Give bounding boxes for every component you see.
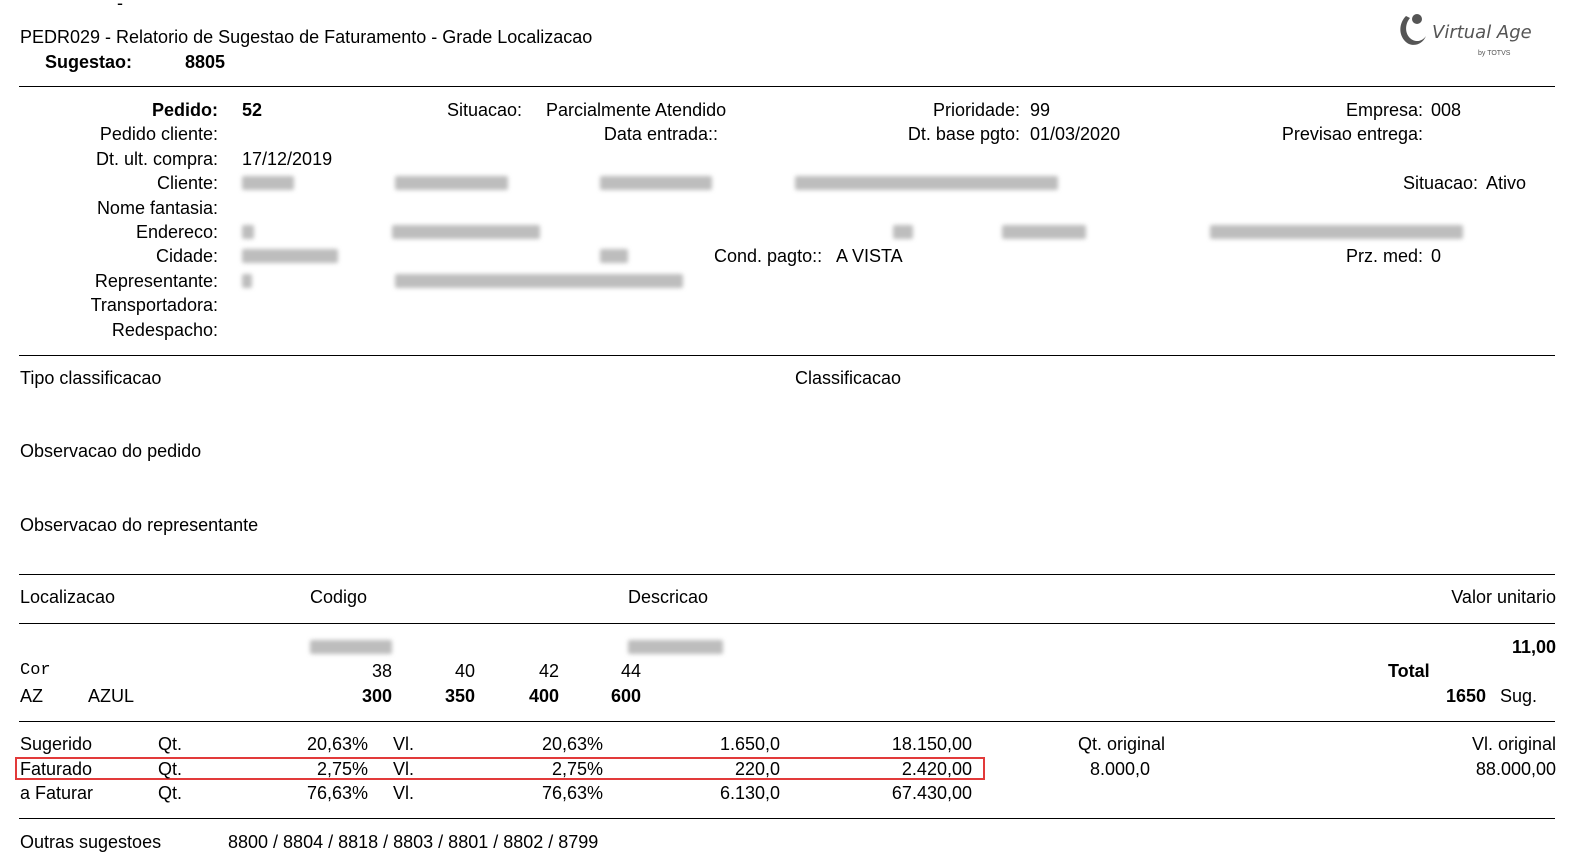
redacted-cliente-name bbox=[795, 176, 1058, 190]
cor-label: Cor bbox=[20, 661, 51, 680]
summary-qt-pct: 2,75% bbox=[316, 759, 368, 779]
nome-fantasia-label: Nome fantasia: bbox=[96, 198, 218, 218]
redacted-cliente-doc bbox=[395, 176, 508, 190]
qt-original-value: 8.000,0 bbox=[1090, 759, 1151, 779]
summary-row-label: Sugerido bbox=[20, 734, 93, 754]
divider bbox=[19, 623, 1555, 624]
summary-vl-pct: 76,63% bbox=[541, 783, 603, 803]
redacted-endereco-cep bbox=[1002, 225, 1086, 239]
vl-original-label: Vl. original bbox=[1471, 734, 1556, 754]
col-codigo: Codigo bbox=[310, 587, 368, 607]
dt-ult-compra-label: Dt. ult. compra: bbox=[95, 149, 218, 169]
summary-vl-pct: 2,75% bbox=[551, 759, 603, 779]
empresa-value: 008 bbox=[1431, 100, 1462, 120]
redacted-endereco-type bbox=[242, 225, 254, 239]
divider bbox=[19, 574, 1555, 575]
outras-sugestoes-value: 8800 / 8804 / 8818 / 8803 / 8801 / 8802 / 8799 bbox=[228, 832, 599, 852]
cond-pagto-value: A VISTA bbox=[836, 246, 903, 266]
obs-pedido-label: Observacao do pedido bbox=[20, 441, 202, 461]
summary-vl-value: 2.420,00 bbox=[901, 759, 972, 779]
qty-size-40: 350 bbox=[444, 686, 475, 706]
pedido-cliente-label: Pedido cliente: bbox=[99, 124, 218, 144]
color-code: AZ bbox=[20, 686, 44, 706]
redacted-representante-code bbox=[242, 274, 252, 288]
representante-label: Representante: bbox=[94, 271, 218, 291]
color-name: AZUL bbox=[88, 686, 135, 706]
summary-qt-value: 220,0 bbox=[734, 759, 780, 779]
summary-qt-value: 1.650,0 bbox=[719, 734, 780, 754]
col-valor-unitario: Valor unitario bbox=[1451, 587, 1556, 607]
data-entrada-label: Data entrada:: bbox=[603, 124, 718, 144]
transportadora-label: Transportadora: bbox=[90, 295, 218, 315]
qt-original-label: Qt. original bbox=[1078, 734, 1166, 754]
report-title: PEDR029 - Relatorio de Sugestao de Faturamento - Grade Localizacao bbox=[20, 27, 593, 47]
redacted-uf bbox=[600, 249, 628, 263]
prz-med-label: Prz. med: bbox=[1345, 246, 1423, 266]
dt-ult-compra-value: 17/12/2019 bbox=[242, 149, 333, 169]
total-value: 1650 bbox=[1445, 686, 1486, 706]
prioridade-value: 99 bbox=[1030, 100, 1051, 120]
summary-qt-label: Qt. bbox=[158, 759, 183, 779]
header-dash: - bbox=[117, 0, 123, 13]
summary-row-label: Faturado bbox=[20, 759, 93, 779]
redacted-representante-name bbox=[395, 274, 683, 288]
situacao-label: Situacao: bbox=[446, 100, 522, 120]
endereco-label: Endereco: bbox=[135, 222, 218, 242]
size-40: 40 bbox=[454, 661, 475, 681]
pedido-value: 52 bbox=[242, 100, 263, 120]
summary-row-label: a Faturar bbox=[20, 783, 94, 803]
divider bbox=[19, 86, 1555, 87]
redacted-cidade bbox=[242, 249, 338, 263]
empresa-label: Empresa: bbox=[1345, 100, 1423, 120]
cliente-label: Cliente: bbox=[156, 173, 218, 193]
sugestao-value: 8805 bbox=[185, 52, 226, 72]
redespacho-label: Redespacho: bbox=[111, 320, 218, 340]
virtual-age-logo-icon bbox=[1396, 12, 1430, 52]
summary-vl-label: Vl. bbox=[393, 759, 415, 779]
summary-qt-value: 6.130,0 bbox=[719, 783, 780, 803]
redacted-descricao bbox=[628, 640, 723, 654]
size-44: 44 bbox=[620, 661, 641, 681]
col-localizacao: Localizacao bbox=[20, 587, 116, 607]
previsao-label: Previsao entrega: bbox=[1281, 124, 1423, 144]
situacao-cliente-label: Situacao: bbox=[1402, 173, 1478, 193]
summary-vl-label: Vl. bbox=[393, 734, 415, 754]
redacted-endereco-street bbox=[392, 225, 540, 239]
sugestao-label: Sugestao: bbox=[45, 52, 133, 72]
summary-qt-label: Qt. bbox=[158, 783, 183, 803]
classificacao-label: Classificacao bbox=[795, 368, 902, 388]
valor-unitario-value: 11,00 bbox=[1511, 637, 1556, 657]
divider bbox=[19, 721, 1555, 722]
redacted-codigo bbox=[310, 640, 392, 654]
logo-text: Virtual Age bbox=[1432, 22, 1532, 43]
outras-sugestoes-label: Outras sugestoes bbox=[20, 832, 162, 852]
qty-size-38: 300 bbox=[361, 686, 392, 706]
logo-subtext: by TOTVS bbox=[1478, 50, 1511, 57]
prioridade-label: Prioridade: bbox=[932, 100, 1020, 120]
redacted-endereco-district bbox=[1210, 225, 1463, 239]
summary-vl-value: 67.430,00 bbox=[891, 783, 972, 803]
redacted-endereco-number bbox=[893, 225, 913, 239]
prz-med-value: 0 bbox=[1431, 246, 1442, 266]
summary-qt-pct: 20,63% bbox=[306, 734, 368, 754]
summary-vl-label: Vl. bbox=[393, 783, 415, 803]
situacao-value: Parcialmente Atendido bbox=[546, 100, 727, 120]
size-38: 38 bbox=[371, 661, 392, 681]
vl-original-value: 88.000,00 bbox=[1475, 759, 1556, 779]
dt-base-value: 01/03/2020 bbox=[1030, 124, 1121, 144]
redacted-cliente-ie bbox=[600, 176, 712, 190]
tipo-classificacao-label: Tipo classificacao bbox=[20, 368, 162, 388]
size-42: 42 bbox=[538, 661, 559, 681]
summary-qt-label: Qt. bbox=[158, 734, 183, 754]
redacted-cliente-code bbox=[242, 176, 294, 190]
situacao-cliente-value: Ativo bbox=[1486, 173, 1527, 193]
virtual-age-logo bbox=[1396, 12, 1536, 64]
summary-vl-pct: 20,63% bbox=[541, 734, 603, 754]
dt-base-label: Dt. base pgto: bbox=[907, 124, 1020, 144]
cidade-label: Cidade: bbox=[155, 246, 218, 266]
total-label: Total bbox=[1388, 661, 1430, 681]
summary-qt-pct: 76,63% bbox=[306, 783, 368, 803]
col-descricao: Descricao bbox=[628, 587, 709, 607]
sug-label: Sug. bbox=[1500, 686, 1538, 706]
cond-pagto-label: Cond. pagto:: bbox=[714, 246, 823, 266]
summary-vl-value: 18.150,00 bbox=[891, 734, 972, 754]
divider bbox=[19, 818, 1555, 819]
divider bbox=[19, 355, 1555, 356]
obs-representante-label: Observacao do representante bbox=[20, 515, 259, 535]
qty-size-42: 400 bbox=[528, 686, 559, 706]
qty-size-44: 600 bbox=[610, 686, 641, 706]
pedido-label: Pedido: bbox=[152, 100, 218, 120]
